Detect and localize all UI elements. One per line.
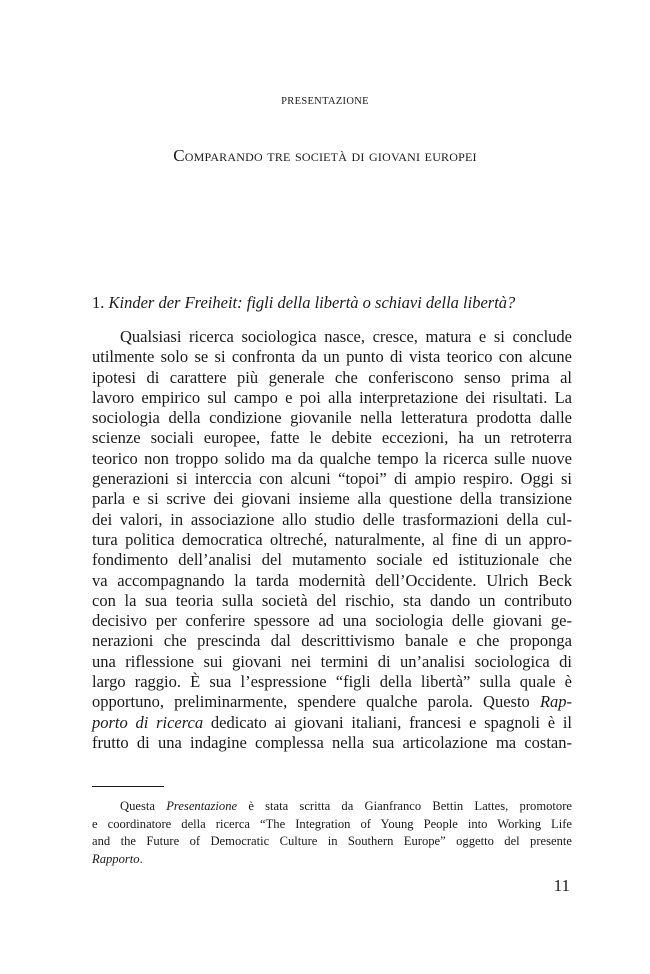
body-line-text: dedicato ai giovani italiani, francesi e spagnoli è il — [203, 712, 572, 732]
page-number: 11 — [553, 876, 570, 895]
body-line: largo raggio. È sua l’espressione “figli della libertà” sulla quale è — [92, 672, 572, 692]
page-title: Comparando tre società di giovani europei — [173, 146, 477, 165]
body-line: dei valori, in associazione allo studio delle trasformazioni della cul- — [92, 509, 572, 529]
section-number: 1. — [92, 293, 105, 312]
section-title: Kinder der Freiheit: figli della libertà o schiavi della libertà? — [108, 293, 516, 312]
body-line: sociologia della condizione giovanile nella letteratura prodotta dalle — [92, 408, 572, 428]
footnote-line: and the Future of Democratic Culture in Southern Europe” oggetto del presente — [92, 834, 572, 848]
italic-fragment: Rap- — [539, 692, 573, 712]
body-line: teorico non troppo solido ma da qualche tempo la ricerca sulle nuove — [92, 448, 572, 468]
body-line-text: opportuno, preliminarmente, spendere qualche parola. Questo — [92, 692, 530, 712]
section-heading — [92, 292, 572, 314]
body-line: fondimento dell’analisi del mutamento sociale ed istituzionale che — [92, 550, 572, 570]
section-kicker: PRESENTAZIONE — [281, 96, 369, 107]
body-line: frutto di una indagine complessa nella sua articolazione ma costan- — [92, 732, 572, 752]
body-paragraph — [92, 327, 572, 753]
footnote-text: è stata scritta da Gianfranco Bettin Lattes, promotore — [237, 799, 572, 813]
body-line: Qualsiasi ricerca sociologica nasce, cresce, matura e si conclude — [120, 327, 572, 346]
body-line: va accompagnando la tarda modernità dell’Occidente. Ulrich Beck — [92, 570, 572, 590]
body-line: parla e si scrive dei giovani insieme alla questione della transizione — [92, 489, 572, 509]
footnote-text: Questa — [120, 799, 167, 813]
footnote-italic: Rapporto — [92, 851, 140, 866]
body-line: una riflessione sui giovani nei termini di un’analisi sociologica di — [92, 651, 572, 671]
footnote-line — [92, 851, 572, 869]
footnote-separator — [92, 786, 164, 787]
footnote-line: e coordinatore della ricerca “The Integration of Young People into Working Life — [92, 816, 572, 831]
footnote-italic: Presentazione — [166, 799, 238, 813]
italic-fragment: porto di ricerca — [92, 712, 204, 732]
body-line — [92, 713, 572, 733]
body-line: nerazioni che prescinda dal descrittivismo banale e che proponga — [92, 631, 572, 651]
footnote — [92, 798, 572, 868]
body-line: generazioni si interccia con alcuni “topoi” di ampio respiro. Oggi si — [92, 469, 572, 489]
body-line: lavoro empirico sul campo e poi alla interpretazione dei risultati. La — [92, 387, 572, 407]
body-line — [92, 692, 572, 712]
body-line: con la sua teoria sulla società del rischio, sta dando un contributo — [92, 590, 572, 610]
body-line: ipotesi di carattere più generale che conferiscono senso prima al — [92, 367, 572, 387]
body-line: utilmente solo se si confronta da un punto di vista teorico con alcune — [92, 347, 572, 367]
footnote-text: . — [139, 851, 143, 866]
footnote-line — [92, 798, 572, 816]
body-line: tura politica democratica oltreché, naturalmente, al fine di un appro- — [92, 529, 572, 549]
body-line: scienze sociali europee, fatte le debite eccezioni, ha un retroterra — [92, 428, 572, 448]
body-line: decisivo per conferire spessore ad una sociologia delle giovani ge- — [92, 611, 572, 631]
